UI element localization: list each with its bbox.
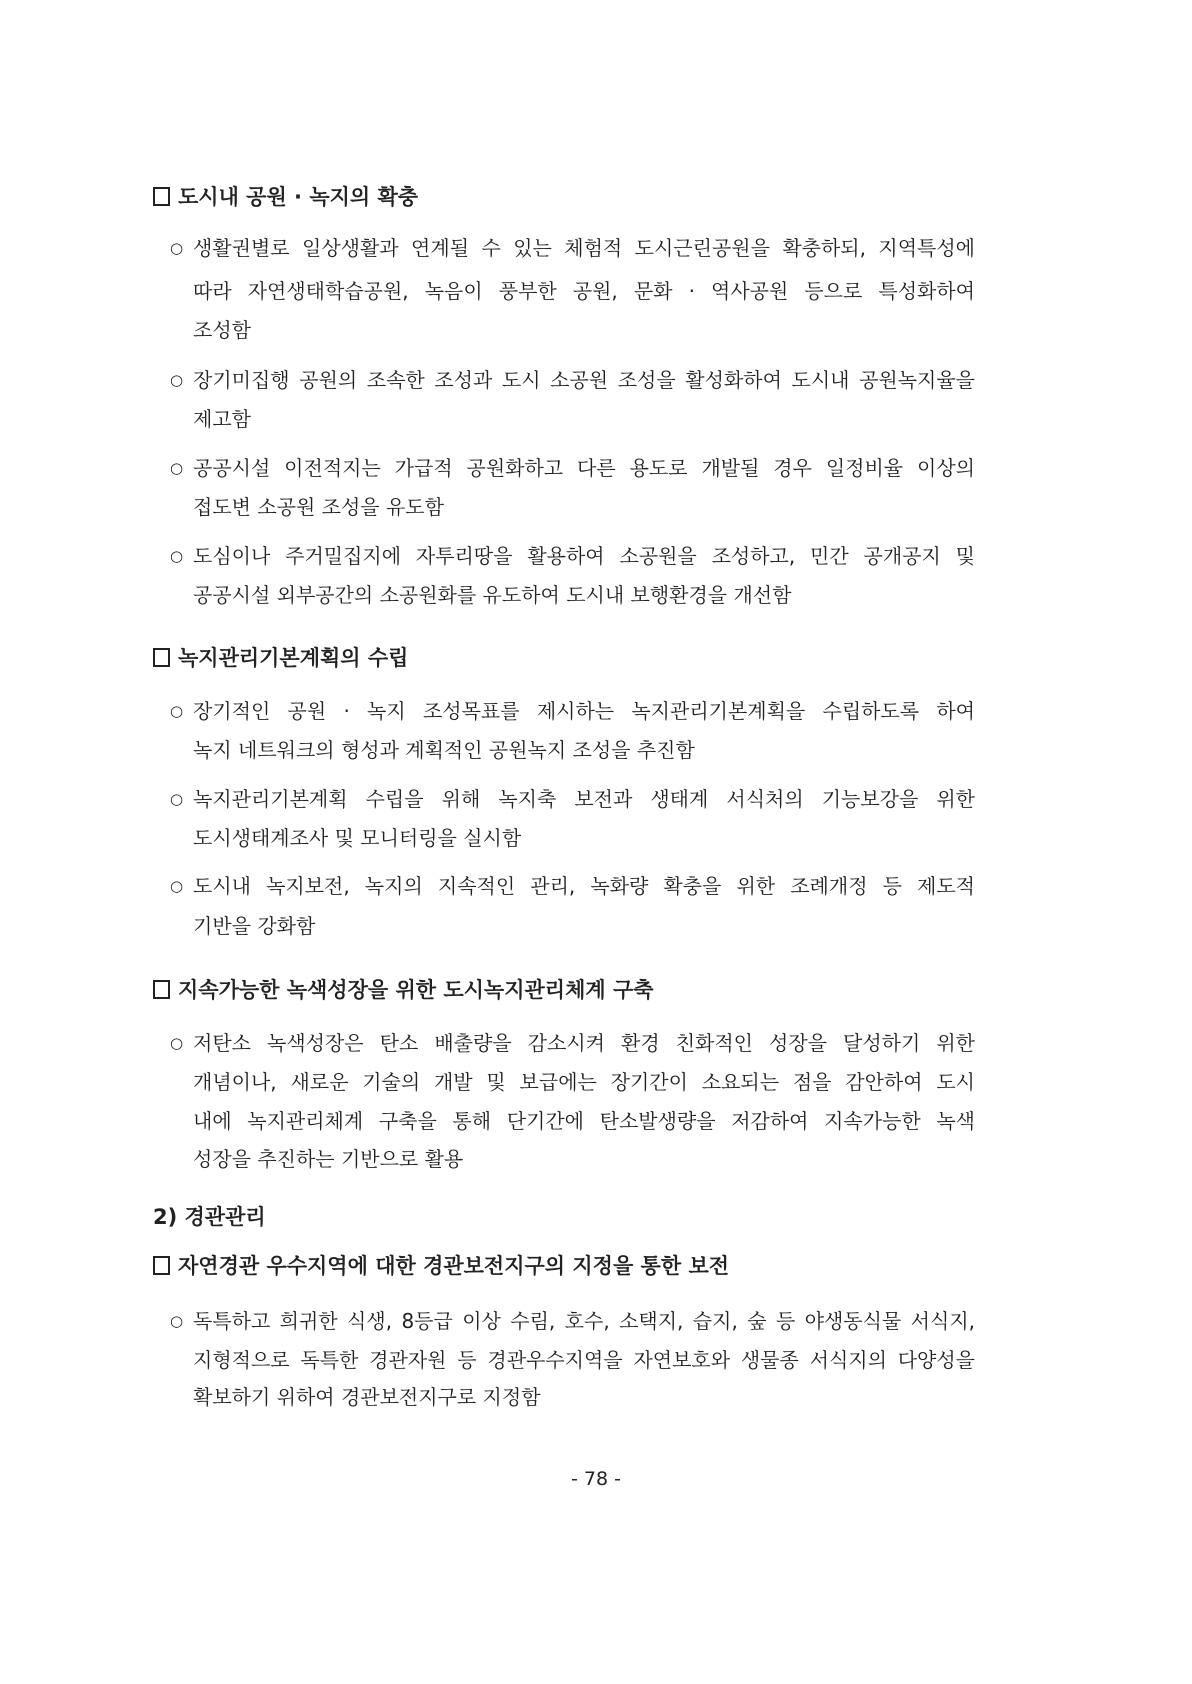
bullet-icon: ○	[170, 239, 184, 257]
section-heading: 지속가능한 녹색성장을 위한 도시녹지관리체계 구축	[153, 977, 654, 1003]
section-heading: 녹지관리기본계획의 수립	[153, 645, 408, 671]
subsection-heading: 2) 경관관리	[153, 1205, 266, 1229]
paragraph-line: 성장을 추진하는 기반으로 활용	[193, 1147, 464, 1171]
page-number: - 78 -	[571, 1468, 621, 1490]
paragraph-line: 지형적으로 독특한 경관자원 등 경관우수지역을 자연보호와 생물종 서식지의 다양성을	[193, 1348, 975, 1372]
paragraph-line: 공공시설 이전적지는 가급적 공원화하고 다른 용도로 개발될 경우 일정비율 이상의	[193, 456, 975, 480]
checkbox-square-icon	[153, 648, 170, 667]
bullet-icon: ○	[170, 371, 184, 389]
paragraph-line: 내에 녹지관리체계 구축을 통해 단기간에 탄소발생량을 저감하여 지속가능한 녹색	[193, 1109, 975, 1133]
paragraph-line: 접도변 소공원 조성을 유도함	[193, 495, 444, 519]
paragraph-line: 기반을 강화함	[193, 914, 316, 938]
paragraph-line: 조성함	[193, 318, 251, 342]
paragraph-line: 공공시설 외부공간의 소공원화를 유도하여 도시내 보행환경을 개선함	[193, 583, 792, 607]
bullet-icon: ○	[170, 547, 184, 565]
bullet-icon: ○	[170, 702, 184, 720]
checkbox-square-icon	[153, 187, 170, 206]
bullet-icon: ○	[170, 459, 184, 477]
paragraph-line: 개념이나, 새로운 기술의 개발 및 보급에는 장기간이 소요되는 점을 감안하여 도시	[193, 1070, 975, 1094]
paragraph-line: 녹지 네트워크의 형성과 계획적인 공원녹지 조성을 추진함	[193, 738, 695, 762]
section-heading: 자연경관 우수지역에 대한 경관보전지구의 지정을 통한 보전	[153, 1253, 729, 1279]
paragraph-line: 생활권별로 일상생활과 연계될 수 있는 체험적 도시근린공원을 확충하되, 지역특성에	[193, 236, 975, 260]
paragraph-line: 장기미집행 공원의 조속한 조성과 도시 소공원 조성을 활성화하여 도시내 공원녹지율을	[193, 368, 975, 392]
checkbox-square-icon	[153, 1256, 170, 1275]
paragraph-line: 장기적인 공원 · 녹지 조성목표를 제시하는 녹지관리기본계획을 수립하도록 하여	[193, 699, 975, 723]
bullet-icon: ○	[170, 877, 184, 895]
paragraph-line: 도시생태계조사 및 모니터링을 실시함	[193, 826, 522, 850]
bullet-icon: ○	[170, 1034, 184, 1052]
paragraph-line: 도시내 녹지보전, 녹지의 지속적인 관리, 녹화량 확충을 위한 조례개정 등 제도적	[193, 874, 975, 898]
paragraph-line: 제고함	[193, 407, 251, 431]
paragraph-line: 확보하기 위하여 경관보전지구로 지정함	[193, 1385, 541, 1409]
paragraph-line: 독특하고 희귀한 식생, 8등급 이상 수림, 호수, 소택지, 습지, 숲 등 야생동식물 서식지,	[193, 1309, 975, 1333]
paragraph-line: 녹지관리기본계획 수립을 위해 녹지축 보전과 생태계 서식처의 기능보강을 위한	[193, 787, 975, 811]
section-heading: 도시내 공원 · 녹지의 확충	[153, 184, 418, 210]
paragraph-line: 따라 자연생태학습공원, 녹음이 풍부한 공원, 문화 · 역사공원 등으로 특성화하여	[193, 279, 975, 303]
checkbox-square-icon	[153, 980, 170, 999]
bullet-icon: ○	[170, 1312, 184, 1330]
bullet-icon: ○	[170, 790, 184, 808]
paragraph-line: 저탄소 녹색성장은 탄소 배출량을 감소시켜 환경 친화적인 성장을 달성하기 위한	[193, 1031, 975, 1055]
paragraph-line: 도심이나 주거밀집지에 자투리땅을 활용하여 소공원을 조성하고, 민간 공개공지 및	[193, 544, 975, 568]
